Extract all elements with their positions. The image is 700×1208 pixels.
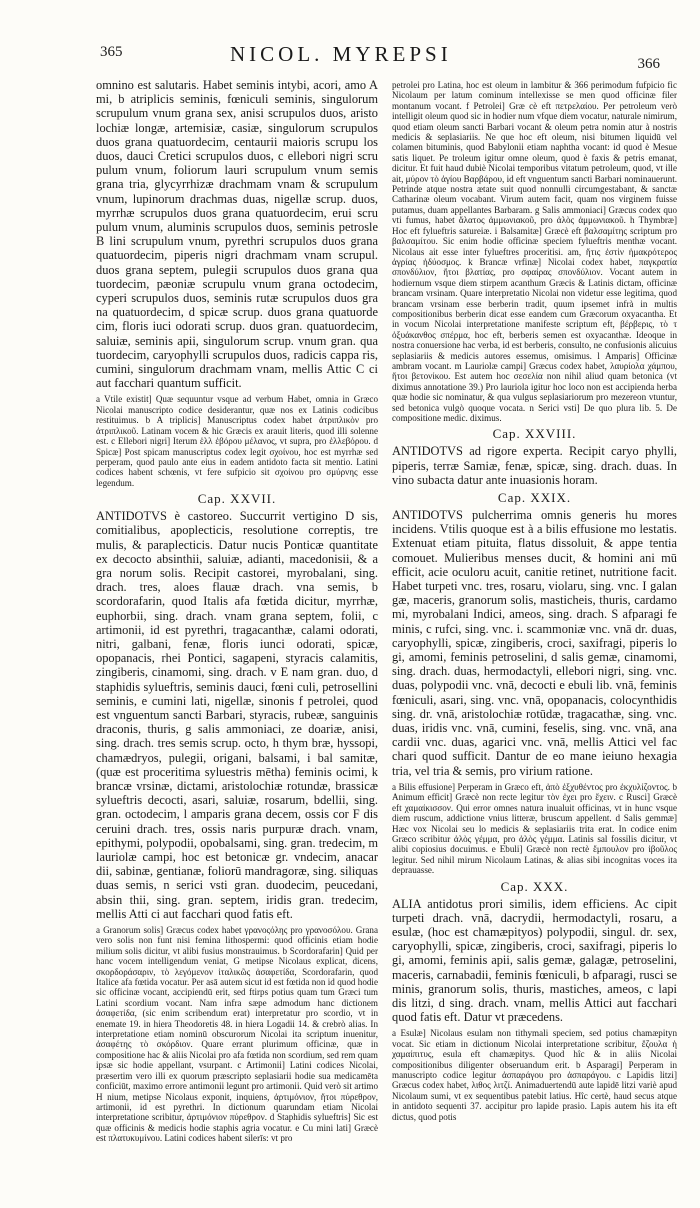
right-annotations-1: petrolei pro Latina, hoc est oleum in lambitur & 366 perimodum fufpicio fic Nicolaum per latum cominum intellexisse se men quod officinæ filer montanum vocant. f Petrolei] Græ cè eft πετρελαίου. Per petroleum verò intelligit oleum quod sic in hodier num vfque diem vocatur, naturale nimirum, quod etiam oleum sancti Barbari vocant & oleum petra nomin atur à nostris medicis & seplasiariis. Ne que hoc eft oleum, nisi bitumen liquidū vel colamen bituminis, quod Babylonii etiam naphtha vocant: id quod è Mesue satis liquet. Pe troleum igitur omne oleum, quod è faxis & petris emanat, dicitur. Et fuit haud dubiè Nicolai temporibus vitatum petroleum, quod, vt ille ait, μύρον τὸ ἁγίου Βαρβάρου, id eft vnguentum sancti Barbari nominauerunt. Petrinde atque nostra ætate suit quod nonnulli circumgestabant, & sanctæ Catharinæ oleum vocabant. Virum autem facit, quam nos virginem fuisse putamus, duam appellantes Barbaram. g Salis ammoniaci] Græcus codex quo vti fumus, habet ἄλατος ἀμμωνιακοῦ, pro ἀλὸς ἀμμωνιακοῦ. h Thymbræ] Hoc eft fylueftris satureiæ. i Balsamitæ] Græcè eft βαλσαμίτης scriptum pro βαλσαμίτου. Sic enim hodie officinæ speciem fylueftris menthæ vocant. Nicolaus ait esse inter fylueftres proceritisi. am, ἥτις ἐστὶν ἡμακρότερος ἀγρίας ἡδύοσμος. k Brancæ vrfinæ] Nicolai codex habet, παγκρατία σπονδύλιον, ἤτοι βλατίας, pro σφαίρας σπονδύλιον. Vocant autem in hodiernum vsque diem stirpem acanthum Græcis & Latinis dictam, officinæ brancam vrsinam. Quare interpretatio Nicolai non videtur esse legitima, quod brancam vrsinam esse berberin tradit, quum ipsemet infrà in multis compositionibus berberin dicat esse eandem cum Græcorum oxyacantha. Et in vocum Nicolai interpretatione manifeste scriptum eft, βέρβερις, τὸ τ ὀξυάκανθος σπέρμα, hoc eft, berberis semen est oxyacanthæ. Ideoque in nostra conuersione hac verba, id est berberis, consulto, ne confusionis alicuius seplasiariis & medicis autores essemus, omisimus. l Amparis] Officinæ ambram vocant. m Lauriolæ campi] Græcus codex habet, λαυρίολα χάμπου, ἤτοι βετονίκου. Est autem hoc σεσελία non nihil aliud quam betonica (vt diximus annotatione 39.) Pro lauriola igitur hoc loco non est accipienda herba quæ hodie sic nominatur, & qua vulgus seplasiariorum pro mezereon vtuntur, sed betonica vulgò quoque vocata. n Serici vsti] De quo plura lib. 5. De compositione medic. diximus. — [392, 80, 677, 423]
antidote-29-text: ANTIDOTVS pulcherrima omnis generis hu mores incidens. Vtilis quoque est à a bilis effusione mo lestatis. Extenuat etiam pituita, flatus dissoluit, & appe tentia comouet. Mulieribus menses ducit, & homini ani mū efficit, acie oculoru acuit, canitie retinet, nutritione facit. Habet turpeti vnc. tres, rosaru, violaru, sing. vnc. I galan gæ, maceris, granorum solis, masticheis, thuris, cardamo mi, myrobalani Indici, ameos, sing. drach. S afparagi fe minis, c rufci, sing. vnc. i. scammoniæ vnc. vnā dr. duas, caryophylli, spicæ, zingiberis, croci, saxifragi, piperis lo gi, amomi, feminis petroselini, d salis gemæ, cinamomi, sing. drach. duas, hermodactyli, ellebori nigri, sing. vnc. duas, polypodii vnc. vnā, decocti e ebuli lib. vnā, feminis fœniculi, asari, sing. vnc. vnā, opopanacis, colocynthidis sing. dr. vnā, aristolochiæ rotūdæ, tragacathæ, sing. vnc. duas, iridis vnc. vnā, cumini, feselis, sing. vnc. vnā, ana cardii vnc. duas, agarici vnc. vnā, mellis Attici vel fac chari quod sufficit. Dantur de eo mane ieiuno hexagia tria, vel tria & semis, pro virium ratione. — [392, 508, 677, 778]
left-annotations-2: a Granorum solis] Græcus codex habet γρανοςόλης pro γρανοσόλου. Grana vero solis non funt nisi femina lithospermi: quod officinis etiam hodie milium solis dicitur, vt alibi fusius monstrauimus. b Scordorafarin] Quid per hanc vocem intelligendum veniat, G metipse Nicolaus explicat, dicens, σκορδοράσαριν, τὸ λεγόμενον ἰταλικῶς ἀσαφετίδα, Scordorafarin, quod Italice afa fœtida vocatur. Per asā autem sicut id est fœtida non id quod hodie sic officinæ vocant, accipiendū erit, sed ftirps potius quam tum Græci tum Latini scordium vocant. Nam infra sæpe admodum hanc dictionem ἀσαφετίδα, (sic enim scribendum erat) interpretatur pro scordio, vt in enemate 19. in hiera Theodoretis 48. in hiera Logadii 14. & crebrò alias. In interpretatione etiam nominū obscurorum Nicolai ita scriptum inuenitur, ἀσαφέτης τὸ σκόρδιον. Quare errant plurimum officinæ, quæ in compositione hac & aliis Nicolai pro afa fœtida non scordium, sed rem quam ipsæ sic hodie appellant, vsurpant. c Artimonii] Latini codices Nicolai, præsertim vero illi ex quorum præscripto seplasiarii hodie sua medicamēta conficiūt, maximo errore antimonii legunt pro artimonii. Quid verò sit artimo H nium, metipse Nicolaus exponit, inquiens, ἀρτιμόνιον, ἤτοι πύρεθρον, artimonii, id est pyrethri. In dictionum quarundam etiam Nicolai interpretatione scribitur, ἀρτιμόνιον πύρεθρον. d Staphidis sylueftris] Sic est quæ officinis & medicis hodie staphis agria vocatur. e Cu mini lati] Græcè est πλατυκυμίνου. Latini codices habent silerīs: vt pro — [96, 925, 378, 1144]
running-title: NICOL. MYREPSI — [230, 42, 452, 66]
page-header — [90, 32, 670, 72]
antidote-28-text: ANTIDOTVS ad rigore experta. Recipit caryo phylli, piperis, terræ Samiæ, fenæ, spicæ, sing. drach. duas. In vino subacta datur ante inuasionis horam. — [392, 444, 677, 487]
right-annotations-2: a Bilis effusione] Perperam in Græco eft, ἀπὸ ἐξχυθέντος pro ἐκχυλίζοντος. b Animum efficit] Græcè non recte legitur τὸν ἐχει pro ἔχειν. c Rusci] Græcè eft χαμαίκισσον. Qui error omnes natura inualuit officinas, vt in hunc vsque diem ruscum, addictione vnius litteræ, bruscum appellent. d Salis gemmæ] Hæc vox Nicolai seu lo medicis & seplasiariis trita erat. In codice enim Græco scribitur ἀλὸς γέμμα, pro ἀλὸς γέμμα. Latinis sal fossilis dicitur, vt alibi copiosius docuimus. e Ebuli] Græcè non rectè ἔμπουλον pro ἰβοῦλος legitur. Sed nihil mirum Nicolaum Latinas, & alias sibi incognitas voces ita deprauasse. — [392, 781, 677, 876]
chapter-heading-30: Cap. XXX. — [500, 878, 569, 894]
page-number-right: 366 — [637, 56, 660, 72]
antidote-30-text: ALIA antidotus prori similis, idem efficiens. Ac cipit turpeti drach. vnā, dacrydii, hermodactyli, rosaru, a esulæ, (hoc est chamæpityos) polypodii, singul. dr. sex, caryophylli, spicæ, zingiberis, croci, saxifragi, piperis lo gi, amomi, feminis apii, salis gemæ, galagæ, petroselini, maceris, carnabadii, feminis fœniculi, b afparagi, rusci se minis, granorum solis, thuris, mastiches, ameos, c lapi dis litzi, d sing. drach. vnam, mellis Attici aut facchari quod fatis eft. Datur vt præcedens. — [392, 896, 677, 1025]
right-annotations-3: a Esulæ] Nicolaus esulam non tithymali speciem, sed potius chamæpityn vocat. Sic etiam in dictionum Nicolai interpretatione scribitur, ἔζουλα ἡ χαμαίπιτυς, esula eft chamæpitys. Quod hîc & in aliis Nicolai compositionibus diligenter obseruandum erit. b Asparagi] Perperam in manuscripto codice legitur ἀσπαράγου pro ἀσπαράγου. c Lapidis litzi] Græcus codex habet, λιθος λιτζί. Animaduertendū aute lapidē litzi variè apud Nicolaum sumi, vt ex sequentibus patebit latius. Hîc certè, haud secus atque in antidoto sequenti 37. accipitur pro lapide prasio. Lapis autem his ita eft dictus, quod potis — [392, 1028, 677, 1122]
chapter-heading-28: Cap. XXVIII. — [492, 426, 577, 442]
left-main-text: omnino est salutaris. Habet seminis intybi, acori, amo A mi, b atriplicis seminis, fœniculi seminis, singulorum scrupulum vnum grana sex, anisi scrupulos duos, aristo lochiæ longæ, artemisiæ, casiæ, singulorum scrupulos duos grana quatuordecim, centaurii maioris scrupu los duos, dauci Cretici scrupulos duos, c ellebori nigri scru pulum vnum, foliorum lauri scrupulum vnum semis grana tria, glycyrrhizæ drachmam vnam & scrupulum vnum, lupinorum drachmas duas, nigellæ scrup. duos, myrrhæ scrupulos duos grana quatuordecim, erui scru pulum vnum, aluminis scrupulos duos, seminis petrosle B lini scrupulum vnum, pyrethri scrupulos duos grana quatuordecim, piperis nigri drachmam vnam scrupul. duos grana septem, pulegii scrupulos duos grana qua tuordecim, pæoniæ scrupulu vnum grana octodecim, cyperi scrupulos duos, seminis rutæ scrupulos duos gra na quatuordecim, d spicæ scrup. duos grana quatuorde cim, floris iuci odorati scrup. duos gran. quatuordecim, saluiæ, seminis apii, singulorum scrup. vnum gran. qua tuordecim, caryophylli scrupulos duos, radicis cappa ris, cumini, singulorum drachmam vnam, mellis Attic C ci aut facchari quantum sufficit. — [96, 78, 378, 391]
left-column — [96, 78, 378, 1188]
antidote-27-text: ANTIDOTVS è castoreo. Succurrit vertigino D sis, comitialibus, apoplecticis, resolutione correptis, tre mulis, & paraplecticis. Datur nucis Ponticæ quantitate ex decocto absinthii, saluiæ, adianti, macedonisii, & a gra norum solis. Recipit castorei, myrobalani, sing. drach. tres, aloes flauæ drach. vna semis, b scordorafarin, quod Italis afa fœtida dicitur, myrrhæ, euphorbii, sing. drach. vnam grana septem, folii, c artimonii, id est pyrethri, tragacanthæ, calami odorati, nitri, galbani, fenæ, floris iunci odorati, spicæ, opopanacis, rhei Pontici, sagapeni, styracis calamitis, zingiberis, cinamomi, sing. drach. v E nam gran. duo, d staphidis sylueftris, seminis dauci, fœni culi, petrosellini seminis, e cumini lati, nigellæ, sinonis f petrolei, quod est vnguentum sancti Barbari, styracis, rubeæ, sanguinis draconis, thuris, g salis ammoniaci, ze doariæ, anisi, sing. drach. tres semis scrup. octo, h thym bræ, hyssopi, chamædryos, pulegii, origani, balsami, i bal samitæ, (quæ est proceritima syluestris mētha) feminis ocimi, k brancæ vrsinæ, dictami, aristolochiæ rotundæ, brassicæ sylueftris decocti, asari, saluiæ, rosarum, bdellii, sing. gran. octodecim, l amparis grana decem, ossis cor F dis ceruini drach. tres, ossis naris purpuræ drach. vnam, epithymi, polypodii, opobalsami, sing. gran. tredecim, m lauriolæ campi, hoc est betonicæ gr. vndecim, anacar dii, sabinæ, gentianæ, foliorū mandragoræ, sing. siliquas duas semis, n serici vsti gran. duodecim, peucedani, absin thii, sing. gran. septem, iridis gran. tredecim, mellis Atti ci aut facchari quod fatis eft. — [96, 509, 378, 921]
chapter-heading-27: Cap. XXVII. — [197, 491, 277, 507]
left-annotations-1: a Vtile existit] Quæ sequuntur vsque ad verbum Habet, omnia in Græco Nicolai manuscripto codice desiderantur, quæ nos ex Latinis codicibus restituimus. b A triplicis] Manuscriptus codex habet ἀτριπλικὸν pro ἀτριπλικοῦ. Latinam vocem & hic Græcis ex arauit literis, quod illi solenne est. c Ellebori nigri] Iterum ἑλλ ἐβόρου μέλανος, vt supra, pro ἑλλεβόρου. d Spicæ] Post spicam manuscriptus codex legit σχοίνου, hoc est myrrhæ sed perperam, quod paulo ante eius in eadem antidoto facta sit mentio. Latini codices habent schœnis, vt fere sufpicio sit σχοίνου pro σμύρνης esse legendum. — [96, 394, 378, 488]
right-column — [392, 80, 677, 1190]
chapter-heading-29: Cap. XXIX. — [497, 490, 572, 506]
page-number-left: 365 — [100, 44, 123, 60]
